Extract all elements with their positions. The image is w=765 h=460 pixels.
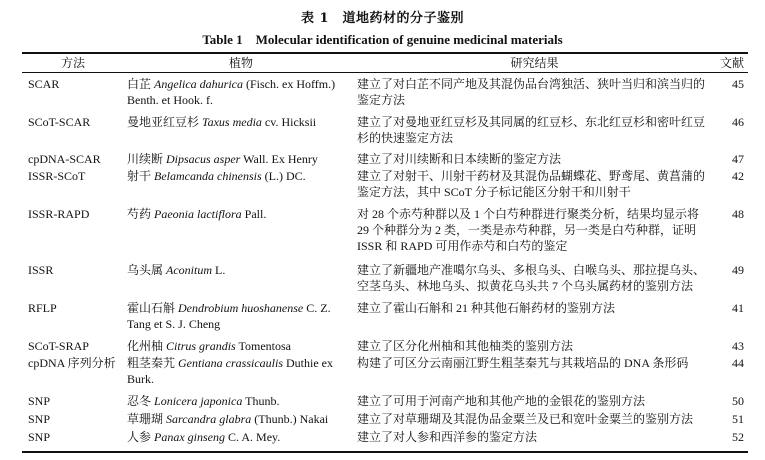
plant-latin-name: Sarcandra glabra bbox=[166, 412, 252, 426]
plant-cell bbox=[127, 114, 355, 130]
plant-latin-name: Belamcanda chinensis bbox=[154, 169, 262, 183]
plant-authority: L. bbox=[212, 263, 226, 277]
method-cell: ISSR-SCoT bbox=[28, 169, 86, 183]
plant-cell bbox=[127, 429, 355, 445]
method-cell: SCAR bbox=[28, 77, 60, 91]
result-cell: 建立了可用于河南产地和其他产地的金银花的鉴别方法 bbox=[357, 394, 646, 408]
plant-latin-name: Taxus media bbox=[202, 115, 262, 129]
method-cell: RFLP bbox=[28, 301, 57, 315]
result-cell: 构建了可区分云南丽江野生粗茎秦艽与其栽培品的 DNA 条形码 bbox=[357, 356, 689, 370]
plant-chinese-name: 乌头属 bbox=[127, 263, 167, 277]
reference-cell: 50 bbox=[732, 394, 744, 408]
method-cell: SCoT-SRAP bbox=[28, 339, 89, 353]
plant-cell bbox=[127, 206, 355, 222]
method-cell: SNP bbox=[28, 394, 51, 408]
plant-cell bbox=[127, 76, 355, 108]
reference-cell: 52 bbox=[732, 430, 744, 444]
method-cell: SCoT-SCAR bbox=[28, 115, 91, 129]
plant-authority: (Fisch. ex Hoffm.) Benth. et Hook. f. bbox=[127, 77, 336, 107]
result-cell: 建立了对射干、川射干药材及其混伪品蝴蝶花、野鸢尾、黄菖蒲的鉴定方法，其中 SCoT 分子标记能区分射干和川射干 bbox=[357, 169, 706, 199]
plant-cell bbox=[127, 393, 355, 409]
table-header-rule bbox=[22, 72, 748, 73]
table-top-rule bbox=[22, 52, 748, 54]
plant-authority: (L.) DC. bbox=[261, 169, 306, 183]
plant-latin-name: Angelica dahurica bbox=[154, 77, 243, 91]
plant-latin-name: Paeonia lactiflora bbox=[154, 207, 242, 221]
plant-latin-name: Panax ginseng bbox=[154, 430, 226, 444]
plant-latin-name: Dendrobium huoshanense bbox=[178, 301, 304, 315]
reference-cell: 43 bbox=[732, 339, 744, 353]
plant-chinese-name: 粗茎秦艽 bbox=[127, 356, 179, 370]
reference-cell: 44 bbox=[732, 356, 744, 370]
plant-cell bbox=[127, 355, 355, 387]
plant-authority: Pall. bbox=[241, 207, 267, 221]
method-cell: cpDNA 序列分析 bbox=[28, 356, 116, 370]
result-cell: 建立了区分化州柚和其他柚类的鉴别方法 bbox=[357, 339, 574, 353]
table-title-chinese: 表 1 道地药材的分子鉴别 bbox=[300, 11, 465, 26]
plant-cell bbox=[127, 338, 355, 354]
result-cell: 建立了对人参和西洋参的鉴定方法 bbox=[357, 430, 538, 444]
plant-chinese-name: 化州柚 bbox=[127, 339, 167, 353]
reference-cell: 51 bbox=[732, 412, 744, 426]
plant-chinese-name: 草珊瑚 bbox=[127, 412, 167, 426]
plant-latin-name: Dipsacus asper bbox=[166, 152, 241, 166]
reference-cell: 48 bbox=[732, 207, 744, 221]
plant-latin-name: Lonicera japonica bbox=[154, 394, 243, 408]
plant-latin-name: Aconitum bbox=[166, 263, 213, 277]
method-cell: SNP bbox=[28, 412, 51, 426]
result-cell: 对 28 个赤芍种群以及 1 个白芍种群进行聚类分析，结果均显示将 29 个种群分为 2 类，一类是赤芍种群，另一类是白芍种群，证明 ISSR 和 RAPD 可用作赤芍和白芍的鉴定 bbox=[357, 207, 700, 253]
result-cell: 建立了霍山石斛和 21 种其他石斛药材的鉴别方法 bbox=[357, 301, 616, 315]
reference-cell: 45 bbox=[732, 77, 744, 91]
plant-cell bbox=[127, 262, 355, 278]
reference-cell: 46 bbox=[732, 115, 744, 129]
plant-authority: (Thunb.) Nakai bbox=[251, 412, 329, 426]
plant-authority: Thunb. bbox=[242, 394, 280, 408]
plant-chinese-name: 霍山石斛 bbox=[127, 301, 179, 315]
plant-authority: C. A. Mey. bbox=[225, 430, 281, 444]
result-cell: 建立了对曼地亚红豆杉及其同属的红豆杉、东北红豆杉和密叶红豆杉的快速鉴定方法 bbox=[357, 115, 706, 145]
plant-cell bbox=[127, 151, 355, 167]
plant-chinese-name: 白芷 bbox=[127, 77, 155, 91]
plant-latin-name: Gentiana crassicaulis bbox=[178, 356, 284, 370]
reference-cell: 47 bbox=[732, 152, 744, 166]
plant-cell bbox=[127, 300, 355, 332]
method-cell: ISSR-RAPD bbox=[28, 207, 90, 221]
result-cell: 建立了对川续断和日本续断的鉴定方法 bbox=[357, 152, 562, 166]
plant-authority: Duthie ex Burk. bbox=[127, 356, 334, 386]
plant-cell bbox=[127, 168, 355, 184]
header-plant: 植物 bbox=[228, 56, 253, 70]
plant-authority: C. Z. Tang et S. J. Cheng bbox=[127, 301, 331, 331]
plant-authority: Wall. Ex Henry bbox=[240, 152, 318, 166]
method-cell: cpDNA-SCAR bbox=[28, 152, 101, 166]
method-cell: SNP bbox=[28, 430, 51, 444]
plant-authority: Tomentosa bbox=[235, 339, 291, 353]
result-cell: 建立了对草珊瑚及其混伪品金粟兰及已和宽叶金粟兰的鉴别方法 bbox=[357, 412, 694, 426]
reference-cell: 42 bbox=[732, 169, 744, 183]
plant-chinese-name: 川续断 bbox=[127, 152, 167, 166]
method-cell: ISSR bbox=[28, 263, 54, 277]
header-result: 研究结果 bbox=[510, 56, 559, 70]
plant-chinese-name: 忍冬 bbox=[127, 394, 155, 408]
plant-authority: cv. Hicksii bbox=[261, 115, 317, 129]
plant-chinese-name: 射干 bbox=[127, 169, 155, 183]
plant-chinese-name: 人参 bbox=[127, 430, 155, 444]
plant-chinese-name: 芍药 bbox=[127, 207, 155, 221]
plant-latin-name: Citrus grandis bbox=[166, 339, 236, 353]
header-reference: 文献 bbox=[719, 56, 744, 70]
reference-cell: 49 bbox=[732, 263, 744, 277]
table-title-english: Table 1 Molecular identification of genuine medicinal materials bbox=[202, 32, 563, 47]
header-method: 方法 bbox=[60, 56, 85, 70]
reference-cell: 41 bbox=[732, 301, 744, 315]
plant-cell bbox=[127, 411, 355, 427]
plant-chinese-name: 曼地亚红豆杉 bbox=[127, 115, 203, 129]
result-cell: 建立了对白芷不同产地及其混伪品台湾独活、狭叶当归和滨当归的鉴定方法 bbox=[357, 77, 706, 107]
result-cell: 建立了新疆地产准噶尔乌头、多根乌头、白喉乌头、那拉提乌头、空茎乌头、林地乌头、拟黄花乌头共 7 个乌头属药材的鉴别方法 bbox=[357, 263, 706, 293]
table-bottom-rule bbox=[22, 451, 748, 453]
